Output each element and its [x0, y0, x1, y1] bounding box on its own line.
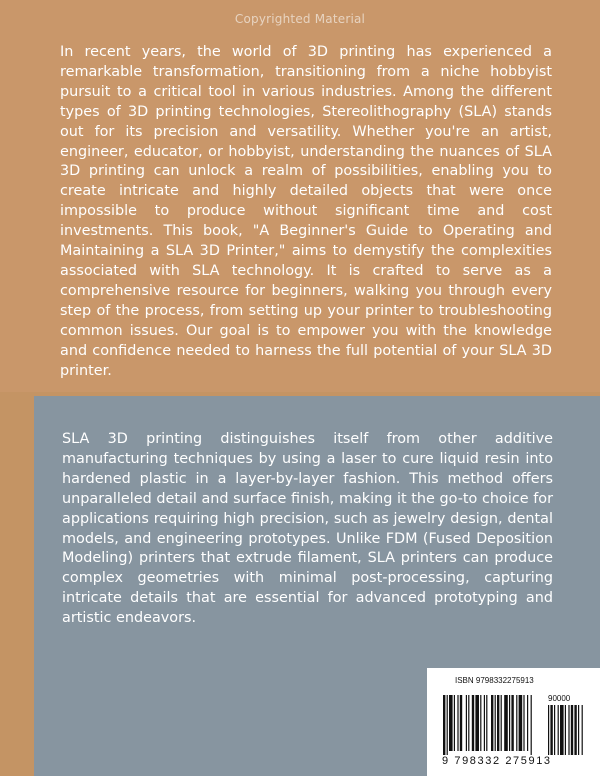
- barcode-bar: [495, 695, 496, 751]
- bottom-panel: [34, 396, 600, 776]
- barcode-addon-bar: [582, 705, 583, 755]
- barcode-addon-bar: [548, 705, 549, 755]
- price-addon-code: 90000: [548, 694, 571, 703]
- barcode-bar: [457, 695, 458, 751]
- barcode-bar: [486, 695, 487, 751]
- barcode-digits: 9 798332 275913: [442, 755, 552, 767]
- barcode-addon-bar: [554, 705, 555, 755]
- barcode-addon-bar: [574, 705, 576, 755]
- barcode-bar: [516, 695, 517, 751]
- barcode-bar: [468, 695, 469, 751]
- barcode-bar: [480, 695, 481, 751]
- barcode-bar: [466, 695, 467, 751]
- barcode-bar: [443, 695, 445, 755]
- barcode-bar: [460, 695, 462, 751]
- barcode-bar: [501, 695, 502, 751]
- barcode-addon-bar: [550, 705, 552, 755]
- barcode-addon-bar: [578, 705, 579, 755]
- barcode-bar: [484, 695, 485, 751]
- barcode-box: [427, 668, 600, 776]
- detail-paragraph: SLA 3D printing distinguishes itself from other additive manufacturing techniques by using a laser to cure liquid resin into hardened plastic in a layer-by-layer fashion. This method offers unparalleled detail and surface finish, making it the go-to choice for applications requiring high precision, such as jewelry design, dental models, and engineering prototypes. Unlike FDM (Fused Deposition Modeling) printers that extrude filament, SLA printers can produce complex geometries with minimal post-processing, capturing intricate details that are essential for advanced prototyping and artistic endeavors.: [62, 431, 553, 627]
- barcode-bar: [527, 695, 528, 751]
- barcode-bar: [475, 695, 479, 751]
- barcode-addon-bar: [571, 705, 573, 755]
- barcode-bars: [443, 695, 593, 755]
- intro-paragraph: In recent years, the world of 3D printing has experienced a remarkable transformation, transitioning from a niche hobbyist pursuit to a critical tool in various industries. Among the different types of 3D printing technologies, Stereolithography (SLA) stands out for its precision and versatility. Whether you're an artist, engineer, educator, or hobbyist, understanding the nuances of SLA 3D printing can unlock a realm of possibilities, enabling you to create intricate and highly detailed objects that were once impossible to produce without significant time and cost investments. This book, "A Beginner's Guide to Operating and Maintaining a SLA 3D Printer," aims to demystify the complexities associated with SLA technology. It is crafted to serve as a comprehensive resource for beginners, walking you through every step of the process, from setting up your printer to troubleshooting common issues. Our goal is to empower you with the knowledge and confidence needed to harness the full potential of your SLA 3D printer.: [60, 44, 552, 379]
- barcode-addon-bar: [560, 705, 564, 755]
- barcode-bar: [504, 695, 508, 751]
- barcode-bar: [509, 695, 510, 751]
- barcode-addon-bar: [568, 705, 569, 755]
- barcode-bar: [491, 695, 493, 751]
- barcode-bar: [523, 695, 524, 751]
- barcode-bar: [449, 695, 453, 751]
- isbn-label: ISBN 9798332275913: [455, 676, 534, 685]
- barcode-addon-bar: [558, 705, 559, 755]
- barcode-bar: [472, 695, 474, 751]
- barcode-addon-bar: [565, 705, 566, 755]
- copyright-watermark: Copyrighted Material: [234, 12, 366, 26]
- barcode-bar: [454, 695, 455, 751]
- barcode-bar: [447, 695, 448, 755]
- barcode-bar: [531, 695, 532, 755]
- barcode-bar: [511, 695, 513, 751]
- barcode-bar: [519, 695, 523, 751]
- barcode-bar: [497, 695, 499, 751]
